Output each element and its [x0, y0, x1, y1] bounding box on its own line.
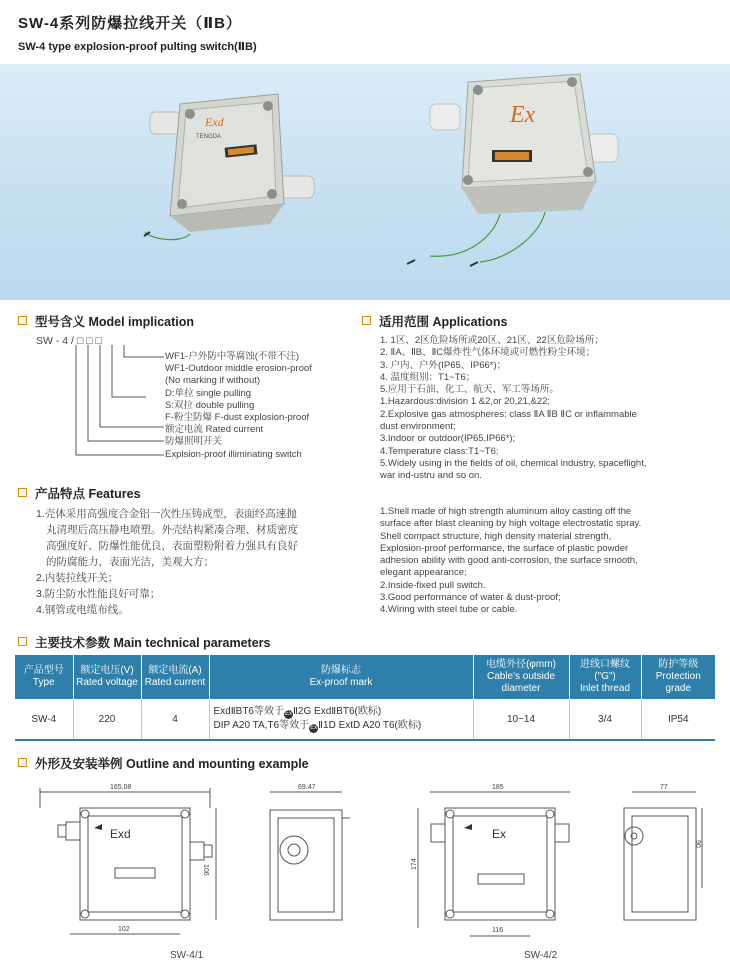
- col-header-exmark: 防爆标志 Ex-proof mark: [209, 655, 473, 699]
- model-heading: 型号含义 Model implication: [18, 312, 194, 330]
- page-title: SW-4系列防爆拉线开关（ⅡB）: [18, 15, 242, 32]
- feature-line: 3.防尘防水性能良好可靠；: [36, 588, 161, 600]
- feature-en-line: Explosion-proof performance, the surface of plastic powder: [380, 542, 629, 554]
- table-header-row: [15, 655, 715, 699]
- feature-en-line: 2.Inside-fixed pull switch.: [380, 579, 486, 591]
- box2-mark: Ex: [510, 102, 536, 128]
- cell-thread: 3/4: [569, 699, 641, 740]
- cell-current: 4: [141, 699, 209, 740]
- model-explanations: [165, 351, 312, 461]
- model-line: S:双拉 double pulling: [165, 399, 255, 411]
- model-leader-lines: [36, 345, 166, 475]
- features-list: [36, 506, 298, 618]
- cell-voltage: 220: [73, 699, 141, 740]
- applications-heading: 适用范围 Applications: [362, 312, 507, 330]
- box1-brand: TENGDA: [196, 134, 222, 140]
- features-english: [380, 506, 641, 617]
- application-line: 1. 1区、2区危险场所或20区、21区、22区危险场所；: [380, 335, 604, 346]
- feature-en-line: Shell compact structure, high density material strength,: [380, 530, 612, 542]
- sw41-height-dim: 106: [202, 864, 209, 876]
- feature-en-line: 4.Wiring with steel tube or cable.: [380, 604, 518, 616]
- model-line: F-粉尘防爆 F-dust explosion-proof: [165, 412, 310, 424]
- sw42-side-drawing: [612, 778, 712, 948]
- model-line: D:单拉 single pulling: [165, 387, 252, 399]
- bullet-square-icon: [18, 488, 27, 497]
- product-photo: [0, 64, 730, 300]
- sw41-width-dim: 165.08: [110, 784, 132, 791]
- sw42-front-drawing: [400, 778, 600, 948]
- ex-symbol-icon: Ex: [310, 725, 318, 731]
- feature-en-line: 1.Shell made of high strength aluminum alloy casting off the: [380, 506, 632, 517]
- switch-box-1: [144, 94, 314, 240]
- col-header-cable: 电缆外径(φmm) Cable's outside diameter: [473, 655, 569, 699]
- col-header-thread: 进线口螺纹("G") Inlet thread: [569, 655, 641, 699]
- cell-type: SW-4: [15, 699, 73, 740]
- application-line: 4.Temperature class:T1~T6;: [380, 445, 499, 457]
- box1-mark: Exd: [205, 115, 224, 129]
- feature-line: 1.壳体采用高强度合金铝一次性压铸成型，表面经高速抛: [36, 508, 297, 520]
- features-heading: 产品特点 Features: [18, 484, 141, 502]
- cell-exmark: ExdⅡBT6等效于ExⅡ2G ExdⅡBT6(欧标) DIP A20 TA,T6等效于ExⅡ1D ExtD A20 T6(欧标): [209, 699, 473, 740]
- col-header-grade: 防护等级 Protection grade: [641, 655, 715, 699]
- feature-line: 2.内装拉线开关；: [36, 572, 119, 584]
- model-line: Explsion-proof illiminating switch: [165, 448, 302, 460]
- application-line: 2.Explosive gas atmospheres: class ⅡA ⅡB ⅡC or inflammable: [380, 408, 637, 420]
- sw41-front-drawing: [30, 778, 220, 943]
- application-line: 3. 户内、户外(IP65、IP66*)；: [380, 359, 507, 371]
- sw41-mark: Exd: [110, 827, 131, 841]
- sw41-side-dim: 69.47: [298, 784, 316, 791]
- feature-line: 4.钢管或电缆布线。: [36, 604, 129, 616]
- bullet-square-icon: [18, 758, 27, 767]
- params-heading: 主要技术参数 Main technical parameters: [18, 633, 270, 651]
- page-subtitle: SW-4 type explosion-proof pulting switch(ⅡB): [18, 41, 257, 53]
- application-line: 5.应用于石油、化工、航天、军工等场所。: [380, 384, 559, 396]
- model-line: 防爆照明开关: [165, 436, 223, 448]
- feature-en-line: 3.Good performance of water & dust-proof;: [380, 592, 561, 604]
- col-header-current: 额定电流(A) Rated current: [141, 655, 209, 699]
- feature-en-line: surface after blast cleaning by high voltage electrostatic spray.: [380, 518, 642, 530]
- feature-en-line: adhesion ability with good anti-corrosion, the surface smooth,: [380, 555, 638, 567]
- sw42-width-dim: 185: [492, 784, 504, 791]
- sw41-side-drawing: [258, 778, 358, 943]
- bullet-square-icon: [18, 316, 27, 325]
- sw42-bottom-dim: 116: [492, 927, 504, 934]
- model-line: (No marking if without): [165, 375, 261, 387]
- feature-en-line: elegant appearance;: [380, 567, 467, 579]
- product-photo-illustration: [0, 64, 730, 300]
- outline-heading: 外形及安装举例 Outline and mounting example: [18, 754, 309, 772]
- table-row: [15, 699, 715, 740]
- ex-symbol-icon: Ex: [284, 711, 292, 717]
- application-line: 2. ⅡA、ⅡB、ⅡC爆炸性气体环境或可燃性粉尘环境；: [380, 347, 596, 359]
- sw42-height-dim: 174: [411, 858, 418, 870]
- application-line: 1.Hazardous:division 1 &2,or 20,21,&22;: [380, 396, 551, 408]
- sw42-caption: SW-4/2: [524, 950, 558, 961]
- application-line: dust environment;: [380, 421, 456, 433]
- cell-grade: IP54: [641, 699, 715, 740]
- applications-list: [380, 335, 646, 483]
- bullet-square-icon: [362, 316, 371, 325]
- sw42-mark: Ex: [492, 827, 507, 841]
- cell-cable: 10~14: [473, 699, 569, 740]
- sw42-inner-dim: 90: [694, 840, 701, 848]
- params-table: [15, 655, 715, 741]
- feature-line: 的防腐能力，表面光洁，美观大方；: [46, 556, 214, 568]
- feature-line: 高强度好、防爆性能优良，表面塑粉附着力强具有良好: [46, 540, 298, 552]
- model-line: WF1-Outdoor middle erosion-proof: [165, 363, 312, 375]
- feature-line: 丸清理后高压静电喷塑。外壳结构紧凑合理、材质密度: [46, 524, 298, 536]
- col-header-voltage: 额定电压(V) Rated voltage: [73, 655, 141, 699]
- switch-box-2: [407, 74, 618, 266]
- application-line: 5.Widely using in the fields of oil, chemical industry, spaceflight,: [380, 457, 647, 469]
- application-line: 3.Indoor or outdoor(IP65,IP66*);: [380, 433, 516, 445]
- model-line: WF1-户外防中等腐蚀(不带不注): [165, 351, 300, 362]
- application-line: 4. 温度组别：T1~T6；: [380, 371, 476, 383]
- sw41-bottom-dim: 102: [118, 926, 130, 933]
- model-line: 额定电流 Rated current: [165, 424, 264, 436]
- model-code: SW - 4 / □ □ □: [36, 335, 102, 347]
- sw41-caption: SW-4/1: [170, 950, 204, 961]
- sw42-side-dim: 77: [660, 784, 668, 791]
- bullet-square-icon: [18, 637, 27, 646]
- col-header-type: 产品型号 Type: [15, 655, 73, 699]
- application-line: war ind-ustru and so on.: [380, 470, 482, 482]
